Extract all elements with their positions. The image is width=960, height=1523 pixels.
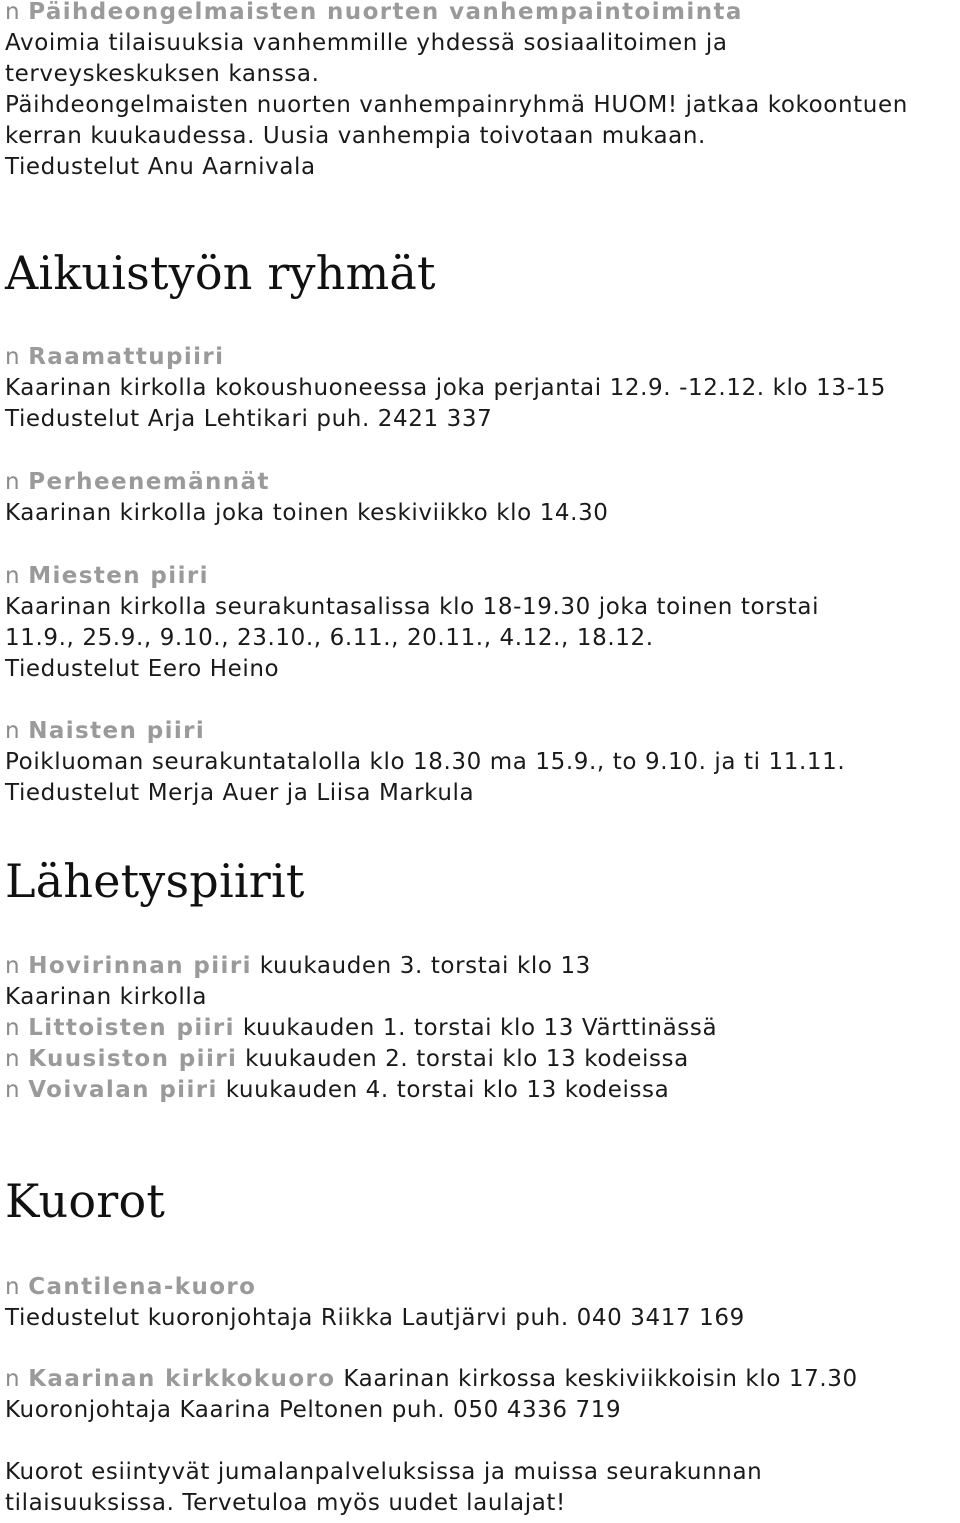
choir-line: Tiedustelut kuoronjohtaja Riikka Lautjärvi puh. 040 3417 169 — [5, 1305, 745, 1331]
bullet-marker: n — [5, 344, 21, 370]
item-title: Voivalan piiri — [28, 1077, 218, 1103]
paihde-line-5: Tiedustelut Anu Aarnivala — [5, 154, 316, 180]
outro-line: Kuorot esiintyvät jumalanpalveluksissa ja muissa seurakunnan — [5, 1459, 763, 1485]
group-perheenemannat — [5, 467, 609, 529]
choir-title: Cantilena-kuoro — [28, 1274, 257, 1300]
bullet-marker: n — [5, 563, 21, 589]
list-item-extra: Kaarinan kirkolla — [5, 984, 208, 1010]
heading-lahetys: Lähetyspiirit — [5, 854, 305, 908]
choir-text: Kaarinan kirkossa keskiviikkoisin klo 17.30 — [335, 1366, 858, 1392]
bullet-marker: n — [5, 1077, 21, 1103]
outro-line: tilaisuuksissa. Tervetuloa myös uudet laulajat! — [5, 1490, 566, 1516]
item-text: kuukauden 4. torstai klo 13 kodeissa — [217, 1077, 670, 1103]
group-line: Tiedustelut Merja Auer ja Liisa Markula — [5, 780, 475, 806]
item-title: Kuusiston piiri — [28, 1046, 238, 1072]
paihde-line-3: Päihdeongelmaisten nuorten vanhempainryhmä HUOM! jatkaa kokoontuen — [5, 92, 908, 118]
group-title: Naisten piiri — [28, 718, 206, 744]
paihde-section — [5, 0, 908, 183]
bullet-marker: n — [5, 953, 21, 979]
heading-aikuistyo: Aikuistyön ryhmät — [5, 246, 436, 300]
list-item — [5, 1044, 717, 1075]
bullet-marker: n — [5, 1015, 21, 1041]
bullet-marker: n — [5, 1366, 21, 1392]
group-miesten-piiri — [5, 561, 819, 685]
item-text: kuukauden 3. torstai klo 13 — [251, 953, 591, 979]
paihde-title-line — [5, 0, 908, 28]
list-item — [5, 1075, 717, 1106]
item-title: Littoisten piiri — [28, 1015, 235, 1041]
group-line: Kaarinan kirkolla seurakuntasalissa klo 18-19.30 joka toinen torstai — [5, 594, 820, 620]
choir-title: Kaarinan kirkkokuoro — [28, 1366, 336, 1392]
item-text: kuukauden 2. torstai klo 13 kodeissa — [237, 1046, 689, 1072]
list-item — [5, 951, 717, 982]
heading-kuorot: Kuorot — [5, 1174, 166, 1228]
group-line: Poikluoman seurakuntatalolla klo 18.30 ma 15.9., to 9.10. ja ti 11.11. — [5, 749, 846, 775]
choir-title-line — [5, 1364, 858, 1395]
bullet-marker: n — [5, 1046, 21, 1072]
group-title-line — [5, 467, 609, 498]
paihde-title: Päihdeongelmaisten nuorten vanhempaintoiminta — [28, 0, 743, 25]
item-text: kuukauden 1. torstai klo 13 Värttinässä — [234, 1015, 718, 1041]
group-title: Raamattupiiri — [28, 344, 225, 370]
group-raamattupiiri — [5, 342, 886, 435]
group-line: Tiedustelut Eero Heino — [5, 656, 280, 682]
group-title-line — [5, 716, 845, 747]
group-title: Perheenemännät — [28, 469, 270, 495]
group-title-line — [5, 561, 819, 592]
lahetys-list — [5, 951, 717, 1106]
paihde-line-4: kerran kuukaudessa. Uusia vanhempia toivotaan mukaan. — [5, 123, 706, 149]
bullet-marker: n — [5, 718, 21, 744]
group-title-line — [5, 342, 886, 373]
paihde-line-2: terveyskeskuksen kanssa. — [5, 61, 320, 87]
group-title: Miesten piiri — [28, 563, 209, 589]
bullet-marker: n — [5, 1274, 21, 1300]
bullet-marker: n — [5, 469, 21, 495]
group-line: 11.9., 25.9., 9.10., 23.10., 6.11., 20.11., 4.12., 18.12. — [5, 625, 654, 651]
paihde-line-1: Avoimia tilaisuuksia vanhemmille yhdessä sosiaalitoimen ja — [5, 30, 728, 56]
choir-kirkkokuoro — [5, 1364, 858, 1426]
bullet-marker: n — [5, 0, 21, 25]
group-line: Kaarinan kirkolla kokoushuoneessa joka perjantai 12.9. -12.12. klo 13-15 — [5, 375, 886, 401]
kuorot-outro — [5, 1457, 762, 1519]
item-title: Hovirinnan piiri — [28, 953, 252, 979]
list-item — [5, 1013, 717, 1044]
group-line: Kaarinan kirkolla joka toinen keskiviikko klo 14.30 — [5, 500, 609, 526]
choir-line: Kuoronjohtaja Kaarina Peltonen puh. 050 4336 719 — [5, 1397, 622, 1423]
choir-cantilena — [5, 1272, 745, 1334]
group-naisten-piiri — [5, 716, 845, 809]
choir-title-line — [5, 1272, 745, 1303]
group-line: Tiedustelut Arja Lehtikari puh. 2421 337 — [5, 406, 493, 432]
